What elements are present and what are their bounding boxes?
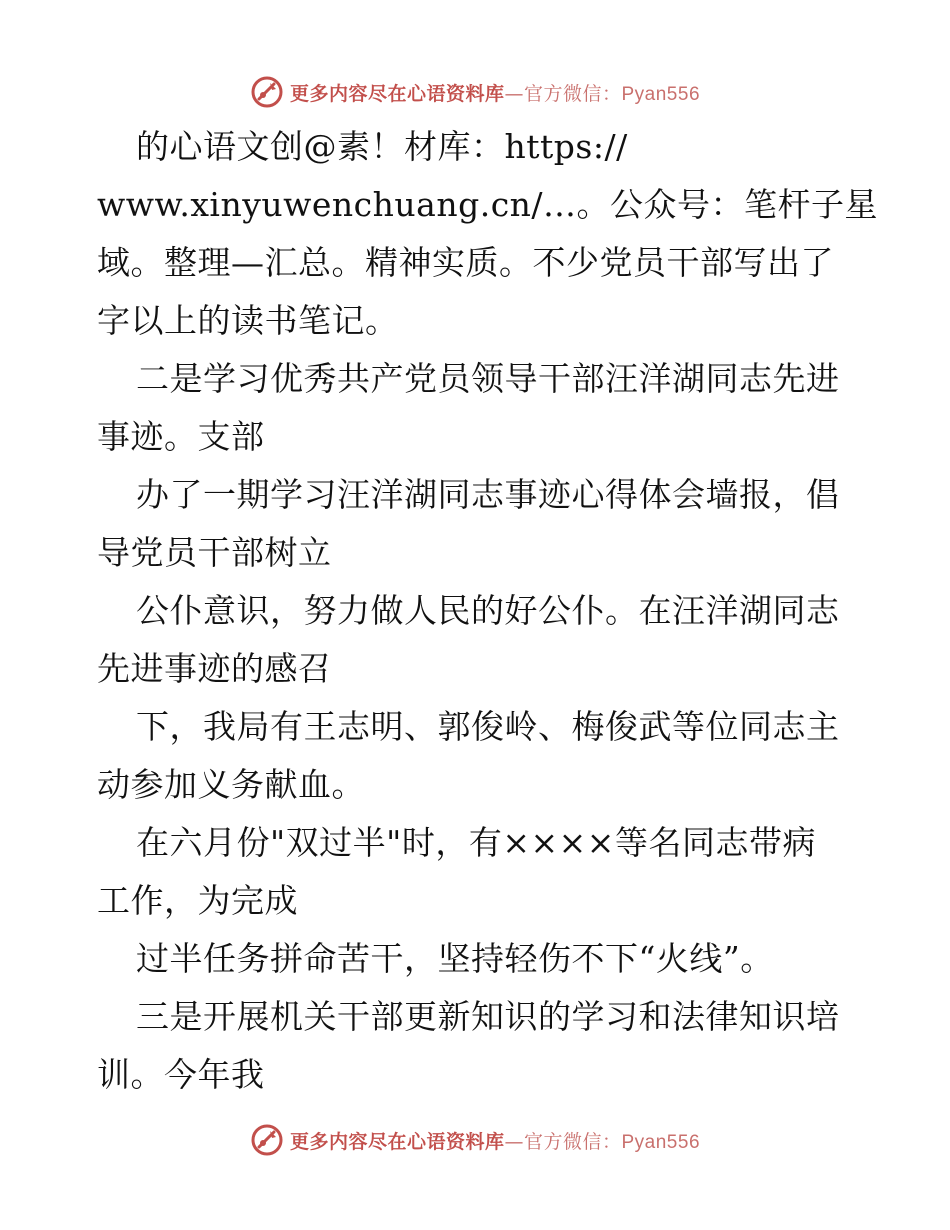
text-line: 在六月份"双过半"时，有××××等名同志带病 [136, 823, 816, 862]
text-line: 导党员干部树立 [97, 533, 332, 572]
text-line: 下，我局有王志明、郭俊岭、梅俊武等位同志主 [136, 707, 840, 746]
header-wechat-id: Pyan556 [621, 83, 701, 105]
text-line: 三是开展机关干部更新知识的学习和法律知识培 [136, 997, 840, 1036]
text-line: 办了一期学习汪洋湖同志事迹心得体会墙报，倡 [136, 475, 840, 514]
footer-banner-text [290, 1127, 700, 1154]
header-sep: — [504, 82, 524, 105]
text-line: 字以上的读书笔记。 [97, 301, 399, 340]
text-line: 过半任务拼命苦干，坚持轻伤不下“火线”。 [136, 939, 774, 978]
document-body [97, 118, 879, 1104]
text-line: 动参加义务献血。 [97, 765, 365, 804]
text-line: 公仆意识，努力做人民的好公仆。在汪洋湖同志 [136, 591, 840, 630]
header-banner-text [290, 79, 700, 106]
footer-sep: — [504, 1130, 524, 1153]
brand-logo-icon [250, 1123, 284, 1157]
text-line: 二是学习优秀共产党员领导干部汪洋湖同志先进 [136, 359, 840, 398]
footer-wechat-label: 官方微信： [523, 1130, 622, 1153]
text-line: 训。今年我 [97, 1055, 265, 1094]
brand-logo-icon [250, 75, 284, 109]
text-line: 先进事迹的感召 [97, 649, 332, 688]
footer-brand: 更多内容尽在心语资料库 [289, 1130, 505, 1153]
text-line: 事迹。支部 [97, 417, 265, 456]
header-banner [0, 72, 950, 112]
footer-wechat-id: Pyan556 [621, 1131, 701, 1153]
header-wechat-label: 官方微信： [523, 82, 622, 105]
footer-banner [0, 1120, 950, 1160]
text-line: 工作，为完成 [97, 881, 298, 920]
text-line: 的心语文创@素！材库：https:// [136, 127, 628, 166]
text-line: 域。整理—汇总。精神实质。不少党员干部写出了 [97, 243, 834, 282]
text-line: www.xinyuwenchuang.cn/…。公众号：笔杆子星 [97, 185, 879, 224]
header-brand: 更多内容尽在心语资料库 [289, 82, 505, 105]
